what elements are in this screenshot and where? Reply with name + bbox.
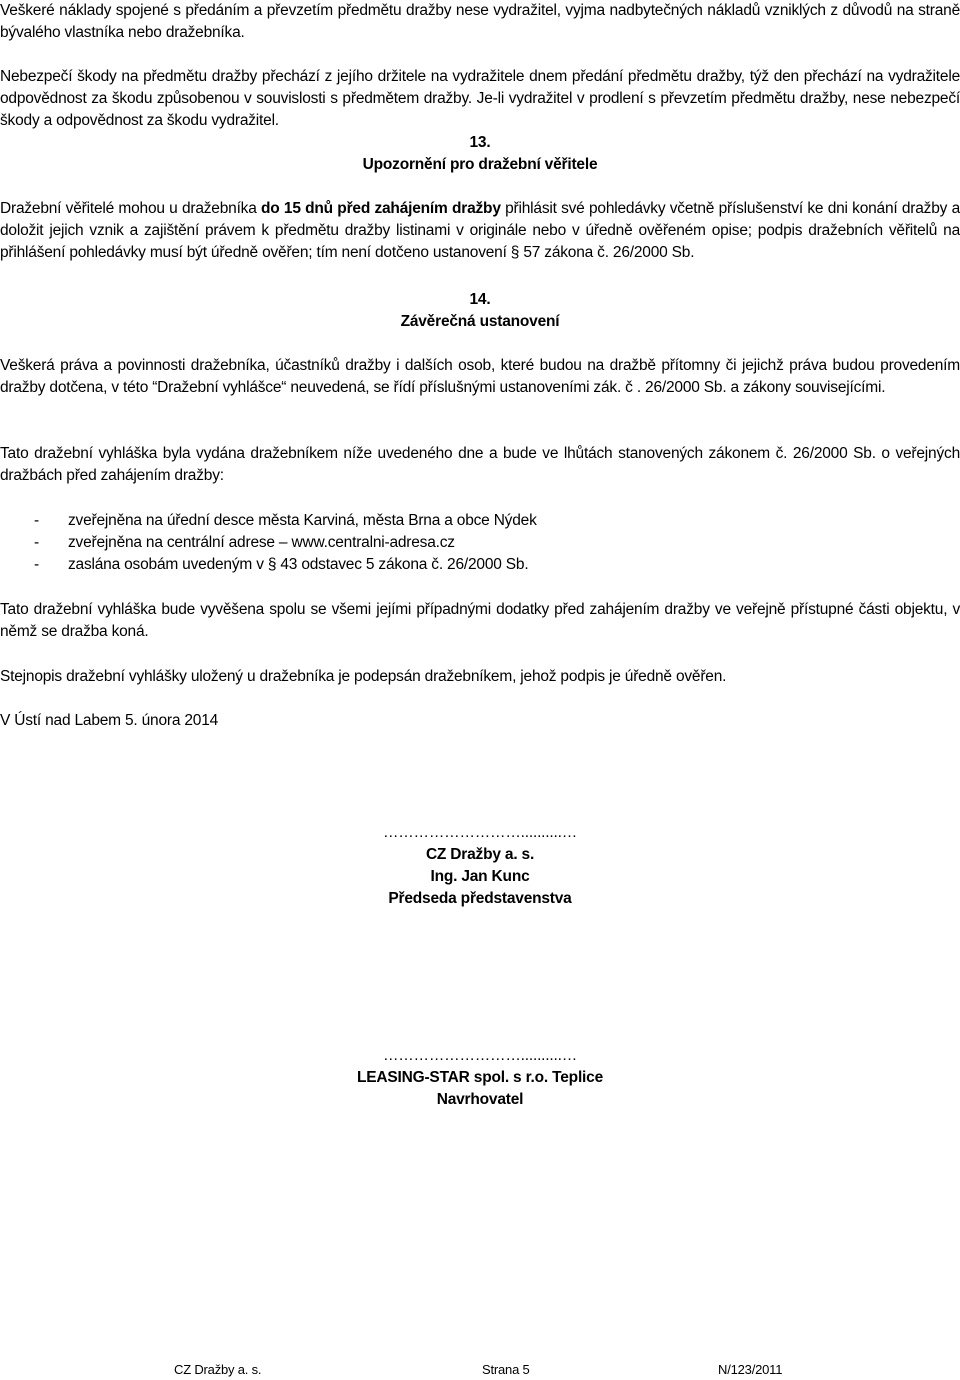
publication-list [0, 510, 960, 576]
signature-line: ………………………..........… [382, 824, 578, 841]
list-item [0, 510, 960, 532]
creditors-text-end: přihlásit své pohledávky včetně příslušenství ke dni konání dražby a doložit jejich vznik a zajištění právem k předmětu dražby listinami v originále nebo v úředně ověřeném opise; podpis dražebních věřitelů na přihlášení pohledávky musí být úředně ověřen; tím není dotčeno ustanovení § 57 zákona č. 26/2000 Sb. [0, 200, 960, 261]
list-item-text: zveřejněna na centrální adrese – www.centralni-adresa.cz [68, 534, 455, 551]
list-item [0, 532, 960, 554]
section-13-number: 13. [469, 134, 491, 151]
list-item-text: zaslána osobám uvedeným v § 43 odstavec 5 zákona č. 26/2000 Sb. [68, 556, 529, 573]
signature-role: Navrhovatel [436, 1091, 524, 1108]
list-item [0, 554, 960, 576]
paragraph-risk: Nebezpečí škody na předmětu dražby přechází z jejího držitele na vydražitele dnem předání předmětu dražby, týž den přechází na vydražitele odpovědnost za škodu způsobenou v souvislosti s předmětem dražby. Je-li vydražitel v prodlení s převzetím předmětu dražby, nese nebezpečí škody a odpovědnost za škodu vydražitel. [0, 68, 960, 129]
footer-company: CZ Dražby a. s. [174, 1362, 262, 1377]
list-dash: - [34, 534, 39, 551]
signature-block-auctioneer [330, 822, 630, 910]
signature-role: Předseda představenstva [388, 890, 572, 907]
section-13-title: Upozornění pro dražební věřitele [362, 156, 598, 173]
signature-block-proposer [330, 1045, 630, 1111]
signature-name: Ing. Jan Kunc [430, 868, 530, 885]
signature-company: CZ Dražby a. s. [425, 846, 535, 863]
paragraph-costs: Veškeré náklady spojené s předáním a převzetím předmětu dražby nese vydražitel, vyjma nadbytečných nákladů vzniklých z důvodů na straně bývalého vlastníka nebo dražebníka. [0, 2, 960, 41]
signature-company: LEASING-STAR spol. s r.o. Teplice [356, 1069, 604, 1086]
paragraph-rights: Veškerá práva a povinnosti dražebníka, účastníků dražby i dalších osob, které budou na dražbě přítomny či jejichž práva budou provedením dražby dotčena, v této “Dražební vyhlášce“ neuvedená, se řídí příslušnými ustanoveními zák. č . 26/2000 Sb. a zákony souvisejícími. [0, 357, 960, 396]
footer-reference: N/123/2011 [718, 1362, 783, 1377]
section-14-title: Závěrečná ustanovení [400, 313, 560, 330]
footer-page-number: Strana 5 [482, 1362, 530, 1377]
place-and-date: V Ústí nad Labem 5. února 2014 [0, 712, 219, 729]
section-14-number: 14. [469, 291, 491, 308]
paragraph-posted: Tato dražební vyhláška bude vyvěšena spolu se všemi jejími případnými dodatky před zahájením dražby ve veřejně přístupné části objektu, v němž se dražba koná. [0, 601, 960, 640]
list-dash: - [34, 512, 39, 529]
paragraph-published: Tato dražební vyhláška byla vydána dražebníkem níže uvedeného dne a bude ve lhůtách stanovených zákonem č. 26/2000 Sb. o veřejných dražbách před zahájením dražby: [0, 445, 960, 484]
paragraph-copy: Stejnopis dražební vyhlášky uložený u dražebníka je podepsán dražebníkem, jehož podpis je úředně ověřen. [0, 668, 727, 685]
creditors-text-start: Dražební věřitelé mohou u dražebníka [0, 200, 262, 217]
creditors-deadline: do 15 dnů před zahájením dražby [261, 200, 501, 217]
list-item-text: zveřejněna na úřední desce města Karviná, města Brna a obce Nýdek [68, 512, 537, 529]
paragraph-creditors [0, 198, 960, 264]
signature-line: ………………………..........… [382, 1047, 578, 1064]
list-dash: - [34, 556, 39, 573]
